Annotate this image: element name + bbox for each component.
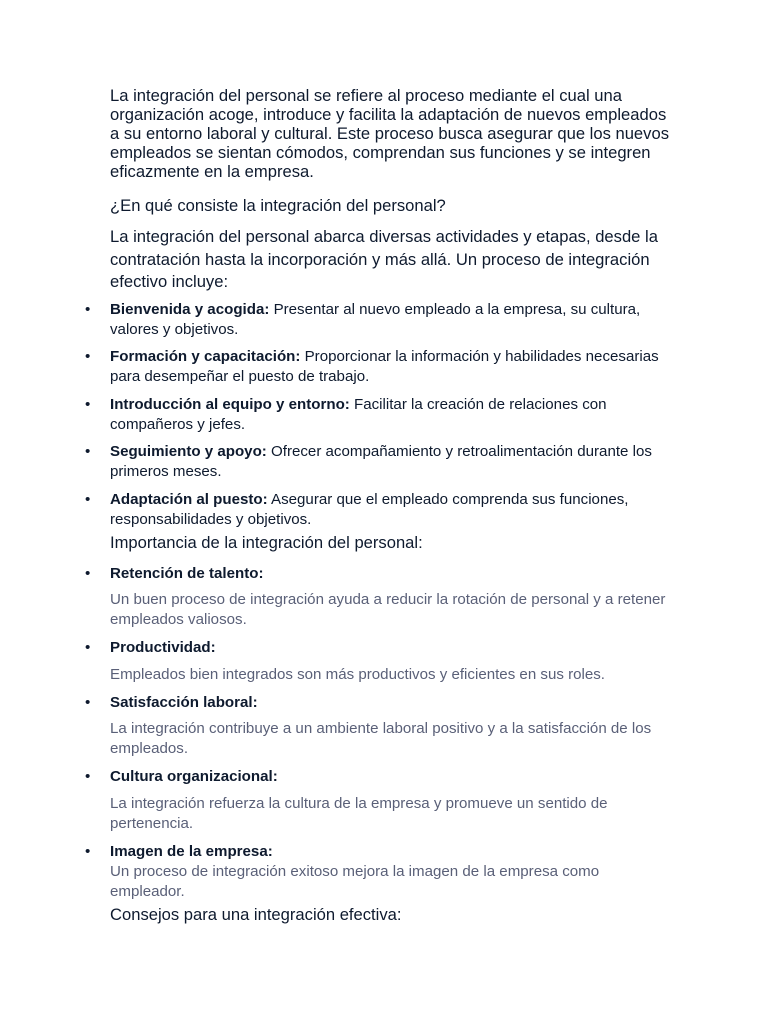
list-item-text: Facilitar la creación de relaciones con compañeros y jefes. bbox=[110, 396, 607, 433]
list-item-title: Cultura organizacional: bbox=[110, 768, 278, 785]
list-item-description: Un proceso de integración exitoso mejora la imagen de la empresa como empleador. bbox=[110, 863, 600, 900]
list-item bbox=[110, 347, 670, 387]
list-item bbox=[110, 767, 670, 787]
list-item-text: Proporcionar la información y habilidades necesarias para desempeñar el puesto de trabajo. bbox=[110, 348, 659, 385]
list-item-text: Ofrecer acompañamiento y retroalimentación durante los primeros meses. bbox=[110, 443, 652, 480]
list-item-description: La integración refuerza la cultura de la empresa y promueve un sentido de pertenencia. bbox=[110, 795, 608, 832]
list-item-text: Asegurar que el empleado comprenda sus funciones, responsabilidades y objetivos. bbox=[110, 491, 629, 528]
list-item-title: Bienvenida y acogida: bbox=[110, 301, 270, 318]
importance-heading: Importancia de la integración del personal: bbox=[110, 533, 423, 552]
list-item-text: Presentar al nuevo empleado a la empresa, su cultura, valores y objetivos. bbox=[110, 301, 641, 338]
list-item-title: Productividad: bbox=[110, 639, 216, 656]
list-item bbox=[110, 564, 670, 584]
list-item bbox=[110, 442, 670, 482]
intro-paragraph: La integración del personal se refiere al proceso mediante el cual una organización acoge, introduce y facilita la adaptación de nuevos empleados a su entorno laboral y cultural. Este proceso busca asegurar que los nuevos empleados se sientan cómodos, comprendan sus funciones y se integren eficazmente en la empresa. bbox=[110, 86, 669, 181]
list-item-title: Imagen de la empresa: bbox=[110, 843, 273, 860]
list-item bbox=[110, 300, 670, 340]
list-item bbox=[110, 842, 670, 862]
list-item bbox=[110, 693, 670, 713]
list-item-title: Retención de talento: bbox=[110, 565, 264, 582]
list-item-title: Introducción al equipo y entorno: bbox=[110, 396, 350, 413]
list-item bbox=[110, 490, 670, 530]
list-item bbox=[110, 638, 670, 658]
list-item-description: La integración contribuye a un ambiente laboral positivo y a la satisfacción de los empleados. bbox=[110, 720, 652, 757]
list-item-description: Un buen proceso de integración ayuda a reducir la rotación de personal y a retener empleados valiosos. bbox=[110, 591, 666, 628]
list-item bbox=[110, 395, 670, 435]
list-item-title: Formación y capacitación: bbox=[110, 348, 301, 365]
list-item-title: Seguimiento y apoyo: bbox=[110, 443, 267, 460]
question-heading: ¿En qué consiste la integración del personal? bbox=[110, 196, 446, 215]
answer-paragraph: La integración del personal abarca diversas actividades y etapas, desde la contratación hasta la incorporación y más allá. Un proceso de integración efectivo incluye: bbox=[110, 227, 658, 291]
list-item-title: Satisfacción laboral: bbox=[110, 694, 258, 711]
list-item-description: Empleados bien integrados son más productivos y eficientes en sus roles. bbox=[110, 666, 606, 683]
list-item-title: Adaptación al puesto: bbox=[110, 491, 268, 508]
tips-heading: Consejos para una integración efectiva: bbox=[110, 905, 402, 924]
